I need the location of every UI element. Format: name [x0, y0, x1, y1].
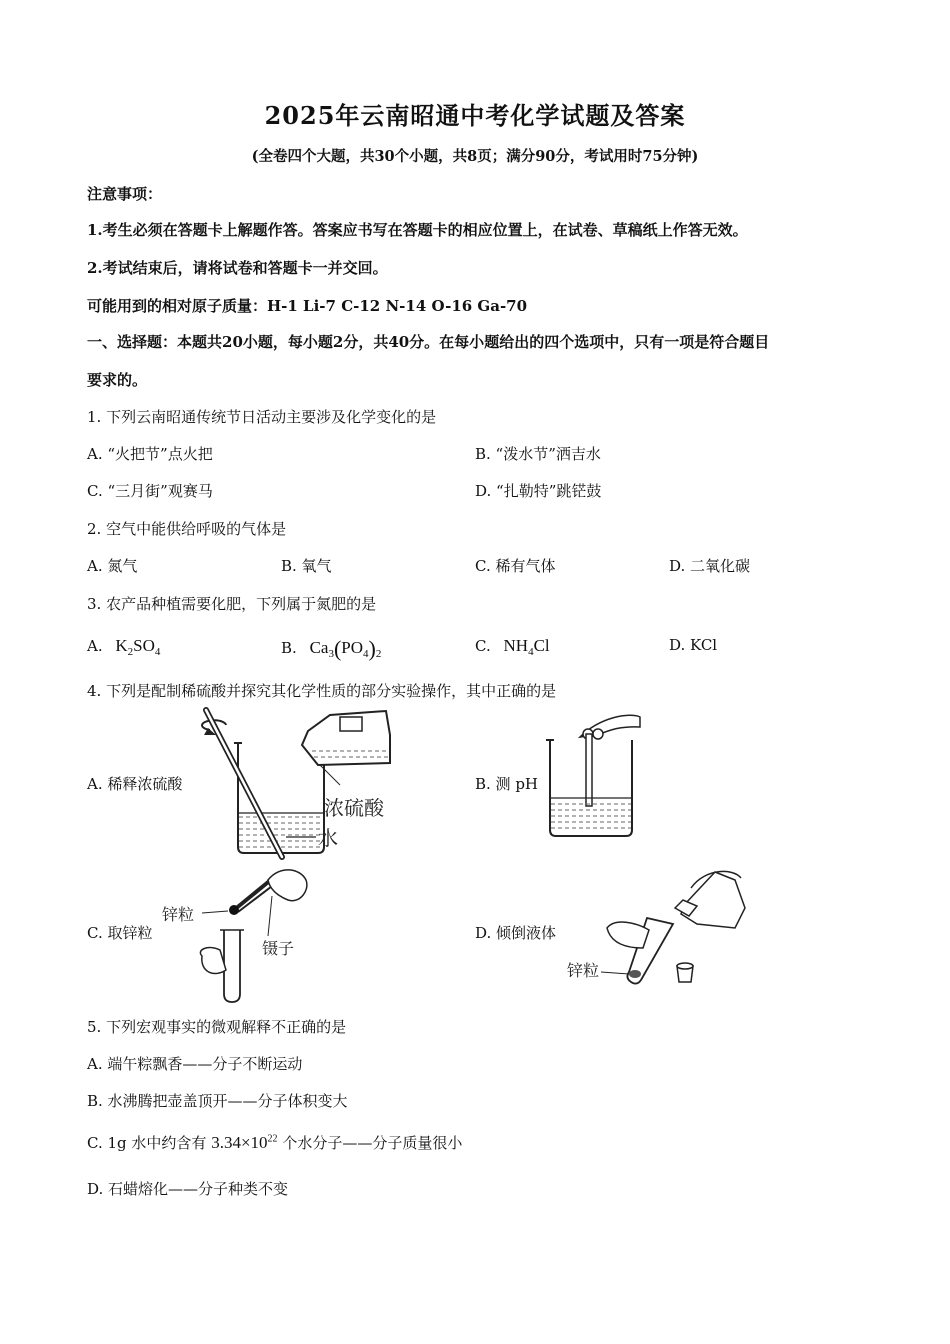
- formula-ca3po42: $Ca_3(PO_4)_2$: [309, 636, 382, 661]
- q3-option-b-label: B.: [281, 639, 297, 657]
- q3-option-c: [475, 636, 550, 658]
- label-zinc: 锌粒: [162, 905, 195, 924]
- q4-option-c: C. 取锌粒: [87, 924, 153, 942]
- test-tube: [224, 930, 240, 1002]
- hand-icon: [607, 922, 649, 948]
- q3-option-a: [87, 636, 160, 658]
- q2-option-c: C. 稀有气体: [475, 557, 556, 575]
- note-item-1: 1.考生必须在答题卡上解题作答。答案应书写在答题卡的相应位置上，在试卷、草稿纸上作答无效。: [87, 221, 748, 239]
- q1-option-c: C. “三月街”观赛马: [87, 482, 213, 500]
- q1-option-b: B. “泼水节”洒吉水: [475, 445, 601, 463]
- q4-option-a: A. 稀释浓硫酸: [87, 775, 183, 793]
- q3-option-b: [281, 636, 381, 662]
- atomic-masses: 可能用到的相对原子质量：H-1 Li-7 C-12 N-14 O-16 Ga-70: [87, 297, 528, 315]
- q2-option-a: A. 氮气: [87, 557, 138, 575]
- hand-icon: [200, 948, 226, 974]
- label-zinc: 锌粒: [567, 961, 600, 980]
- q1-option-a: A. “火把节”点火把: [87, 445, 213, 463]
- page-title: 2025年云南昭通中考化学试题及答案: [264, 101, 686, 130]
- q5-stem: 5. 下列宏观事实的微观解释不正确的是: [87, 1018, 347, 1036]
- q1-stem: 1. 下列云南昭通传统节日活动主要涉及化学变化的是: [87, 408, 437, 426]
- q2-option-b: B. 氧气: [281, 557, 332, 575]
- figure-dilute-acid: [190, 705, 415, 865]
- figure-pour-liquid: [565, 868, 750, 993]
- note-item-2: 2.考试结束后，请将试卷和答题卡一并交回。: [87, 259, 388, 277]
- figure-test-ph: [540, 712, 660, 847]
- number-avogadro-like: $3.34\times 10^{22}$: [211, 1133, 278, 1152]
- q4-option-b: B. 测 pH: [475, 775, 539, 793]
- q3-stem: 3. 农产品种植需要化肥，下列属于氮肥的是: [87, 595, 377, 613]
- q5-option-c-suffix: 个水分子——分子质量很小: [282, 1134, 463, 1152]
- q5-option-a: A. 端午粽飘香——分子不断运动: [87, 1055, 303, 1073]
- section-1-heading-cont: 要求的。: [87, 371, 148, 389]
- q3-option-a-label: A.: [87, 637, 103, 655]
- q2-option-d: D. 二氧化碳: [669, 557, 751, 575]
- section-1-heading: 一、选择题：本题共20小题，每小题2分，共40分。在每小题给出的四个选项中，只有一项是符合题目: [87, 333, 770, 351]
- q5-option-c-prefix: C. 1g 水中约含有: [87, 1134, 207, 1152]
- label-conc-acid: 浓硫酸: [324, 796, 384, 820]
- q5-option-d: D. 石蜡熔化——分子种类不变: [87, 1180, 289, 1198]
- reagent-bottle: [681, 872, 745, 928]
- formula-k2so4: $K_2SO_4$: [115, 636, 161, 658]
- q2-stem: 2. 空气中能供给呼吸的气体是: [87, 520, 287, 538]
- zinc-granule: [229, 905, 239, 915]
- label-tweezers: 镊子: [262, 939, 295, 958]
- ph-paper: [586, 734, 592, 806]
- q5-option-b: B. 水沸腾把壶盖顶开——分子体积变大: [87, 1092, 348, 1110]
- notes-heading: 注意事项：: [87, 185, 163, 203]
- q4-stem: 4. 下列是配制稀硫酸并探究其化学性质的部分实验操作，其中正确的是: [87, 682, 557, 700]
- q1-option-d: D. “扎勒特”跳铓鼓: [475, 482, 602, 500]
- q3-option-d: D. KCl: [669, 636, 718, 654]
- hand-icon: [268, 870, 307, 901]
- label-water: 水: [318, 826, 338, 850]
- figure-take-zinc: [160, 860, 330, 1008]
- q3-option-c-label: C.: [475, 637, 491, 655]
- q5-option-c: [87, 1132, 462, 1153]
- q4-option-d: D. 倾倒液体: [475, 924, 557, 942]
- formula-nh4cl: $NH_4Cl$: [503, 636, 550, 658]
- exam-info: (全卷四个大题，共30个小题，共8页；满分90分，考试用时75分钟): [251, 148, 699, 165]
